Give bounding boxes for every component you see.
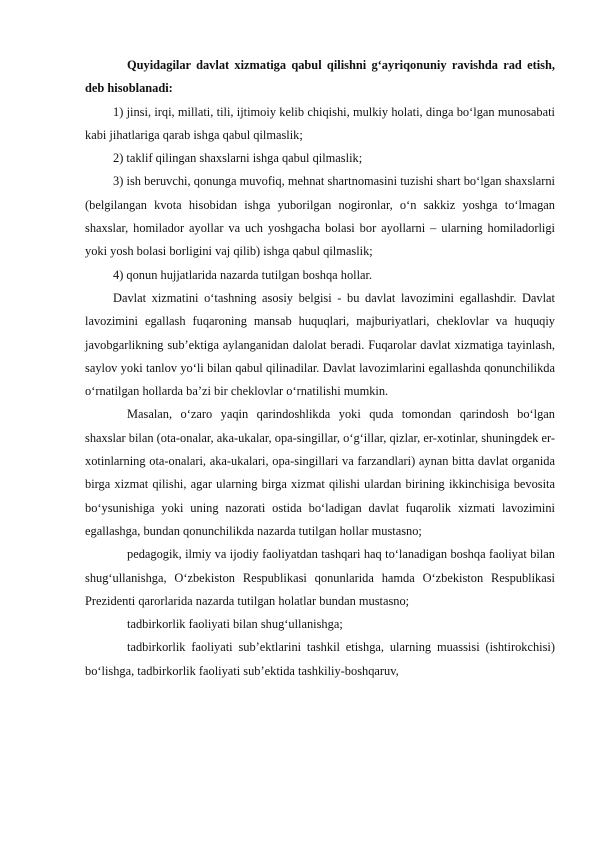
- list-item-1: 1) jinsi, irqi, millati, tili, ijtimoiy kelib chiqishi, mulkiy holati, dinga bo‘lgan munosabati kabi jihatlariga qarab ishga qabul qilmaslik;: [85, 104, 555, 142]
- document-page: [85, 54, 555, 683]
- list-item-2: 2) taklif qilingan shaxslarni ishga qabul qilmaslik;: [113, 151, 363, 166]
- paragraph-public-service: Davlat xizmatini o‘tashning asosiy belgisi - bu davlat lavozimini egallashdir. Davlat lavozimini egallash fuqaroning mansab huquqlari, majburiyatlari, cheklovlar va huquqiy javobgarlikning sub’ektiga aylanganidan dalolat beradi. Fuqarolar davlat xizmatiga tayinlash, saylov yoki tanlov yo‘li bilan qabul qilinadilar. Davlat lavozimlarini egallashda qonunchilikda o‘rnatilgan hollarda ba’zi bir cheklovlar o‘rnatilishi mumkin.: [85, 290, 555, 399]
- paragraph-paid-activity: pedagogik, ilmiy va ijodiy faoliyatdan tashqari haq to‘lanadigan boshqa faoliyat bilan shug‘ullanishga, O‘zbekiston Respublikasi qonunlarida hamda O‘zbekiston Respublikasi Prezidenti qarorlarida nazarda tutilgan holatlar bundan mustasno;: [85, 547, 555, 608]
- section-heading: Quyidagilar davlat xizmatiga qabul qilishni g‘ayriqonuniy ravishda rad etish, deb hisoblanadi:: [85, 58, 555, 96]
- list-item-4: 4) qonun hujjatlarida nazarda tutilgan boshqa hollar.: [113, 267, 373, 282]
- paragraph-business-entities: tadbirkorlik faoliyati sub’ektlarini tashkil etishga, ularning muassisi (ishtirokchisi) bo‘lishga, tadbirkorlik faoliyati sub’ektida tashkiliy-boshqaruv,: [85, 640, 555, 678]
- paragraph-entrepreneurship: tadbirkorlik faoliyati bilan shug‘ullanishga;: [127, 617, 343, 632]
- list-item-3: 3) ish beruvchi, qonunga muvofiq, mehnat shartnomasini tuzishi shart bo‘lgan shaxslarni (belgilangan kvota hisobidan ishga yuborilgan nogironlar, o‘n sakkiz yoshga to‘lmagan shaxslar, homilador ayollar va uch yoshgacha bolasi bor ayollarni – ularning homiladorligi yoki yosh bolasi borligini vaj qilib) ishga qabul qilmaslik;: [85, 174, 555, 259]
- paragraph-relatives-restriction: Masalan, o‘zaro yaqin qarindoshlikda yoki quda tomondan qarindosh bo‘lgan shaxslar bilan (ota-onalar, aka-ukalar, opa-singillar, o‘g‘illar, qizlar, er-xotinlar, shuningdek er-xotinlarning ota-onalari, aka-ukalari, opa-singillari va farzandlari) aynan bitta davlat organida birga xizmat qilishi, agar ularning birga xizmat qilishi ulardan birining ikkinchisiga bevosita bo‘ysunishiga yoki uning nazorati ostida bo‘ladigan davlat fuqarolik xizmati lavozimini egallashga, bundan qonunchilikda nazarda tutilgan hollar mustasno;: [85, 407, 555, 538]
